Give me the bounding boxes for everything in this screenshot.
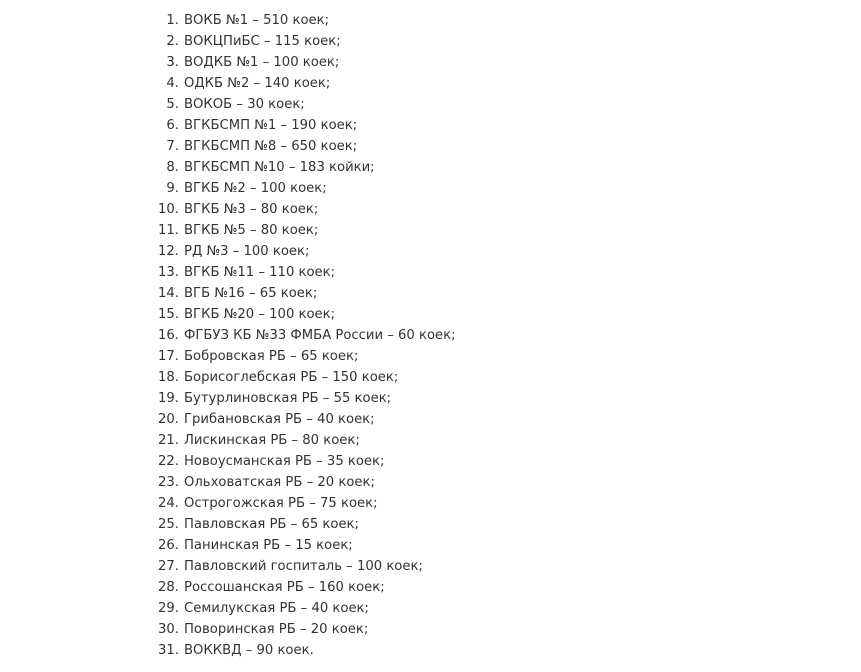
list-item xyxy=(0,367,861,388)
list-item-number: 11. xyxy=(158,223,179,238)
list-item xyxy=(0,535,861,556)
list-item-number: 23. xyxy=(158,475,179,490)
list-item-text: Бутурлиновская РБ – 55 коек; xyxy=(184,391,392,406)
list-item-text: Павловский госпиталь – 100 коек; xyxy=(184,559,423,574)
list-item-text: ВГКБ №11 – 110 коек; xyxy=(184,265,336,280)
list-item xyxy=(0,493,861,514)
list-item xyxy=(0,388,861,409)
list-item-number: 12. xyxy=(158,244,179,259)
list-item-text: ВОКОБ – 30 коек; xyxy=(184,97,305,112)
hospital-bed-list xyxy=(0,10,861,661)
list-item-number: 7. xyxy=(166,139,179,154)
list-item-number: 18. xyxy=(158,370,179,385)
list-item-text: ВГКБ №2 – 100 коек; xyxy=(184,181,327,196)
list-item-number: 4. xyxy=(166,76,179,91)
list-item-text: ВГКБ №20 – 100 коек; xyxy=(184,307,336,322)
list-item-number: 3. xyxy=(166,55,179,70)
list-item xyxy=(0,346,861,367)
list-item-text: Острогожская РБ – 75 коек; xyxy=(184,496,378,511)
list-item-text: ВОККВД – 90 коек. xyxy=(184,643,314,658)
list-item-number: 17. xyxy=(158,349,179,364)
list-item xyxy=(0,577,861,598)
list-item-number: 5. xyxy=(166,97,179,112)
list-item-number: 29. xyxy=(158,601,179,616)
list-item xyxy=(0,409,861,430)
list-item-text: Новоусманская РБ – 35 коек; xyxy=(184,454,385,469)
list-item-number: 27. xyxy=(158,559,179,574)
list-item xyxy=(0,472,861,493)
list-item xyxy=(0,115,861,136)
list-item-number: 6. xyxy=(166,118,179,133)
list-item xyxy=(0,451,861,472)
list-item-number: 9. xyxy=(166,181,179,196)
list-item-number: 24. xyxy=(158,496,179,511)
list-item xyxy=(0,514,861,535)
list-item xyxy=(0,640,861,661)
list-item-number: 1. xyxy=(166,13,179,28)
list-item-number: 30. xyxy=(158,622,179,637)
list-item-text: ВГБ №16 – 65 коек; xyxy=(184,286,318,301)
list-item-number: 10. xyxy=(158,202,179,217)
list-item xyxy=(0,325,861,346)
list-item-number: 25. xyxy=(158,517,179,532)
list-item-number: 14. xyxy=(158,286,179,301)
list-item-text: ВОКЦПиБС – 115 коек; xyxy=(184,34,341,49)
list-item xyxy=(0,199,861,220)
list-item-text: Панинская РБ – 15 коек; xyxy=(184,538,353,553)
list-item xyxy=(0,598,861,619)
list-item-number: 26. xyxy=(158,538,179,553)
list-item-text: Семилукская РБ – 40 коек; xyxy=(184,601,369,616)
list-item-text: ВГКБ №5 – 80 коек; xyxy=(184,223,319,238)
list-item-text: РД №3 – 100 коек; xyxy=(184,244,310,259)
list-item xyxy=(0,157,861,178)
list-item-text: Павловская РБ – 65 коек; xyxy=(184,517,359,532)
list-item xyxy=(0,241,861,262)
list-item xyxy=(0,304,861,325)
list-item-text: Бобровская РБ – 65 коек; xyxy=(184,349,359,364)
list-item-text: Ольховатская РБ – 20 коек; xyxy=(184,475,375,490)
list-item xyxy=(0,619,861,640)
list-item-text: ВОКБ №1 – 510 коек; xyxy=(184,13,330,28)
list-item-number: 22. xyxy=(158,454,179,469)
list-item xyxy=(0,10,861,31)
list-item-text: ОДКБ №2 – 140 коек; xyxy=(184,76,331,91)
list-item xyxy=(0,31,861,52)
list-item xyxy=(0,178,861,199)
list-item xyxy=(0,220,861,241)
list-item xyxy=(0,94,861,115)
list-item-number: 31. xyxy=(158,643,179,658)
list-item-number: 21. xyxy=(158,433,179,448)
list-item-number: 20. xyxy=(158,412,179,427)
list-item-text: Поворинская РБ – 20 коек; xyxy=(184,622,369,637)
list-item xyxy=(0,73,861,94)
list-item xyxy=(0,283,861,304)
list-item-number: 28. xyxy=(158,580,179,595)
list-item-number: 2. xyxy=(166,34,179,49)
list-item-number: 13. xyxy=(158,265,179,280)
list-item xyxy=(0,556,861,577)
list-item-text: ВГКБСМП №10 – 183 койки; xyxy=(184,160,375,175)
list-item-number: 8. xyxy=(166,160,179,175)
list-item-text: ВОДКБ №1 – 100 коек; xyxy=(184,55,340,70)
list-item-number: 19. xyxy=(158,391,179,406)
list-item xyxy=(0,430,861,451)
list-item-text: Лискинская РБ – 80 коек; xyxy=(184,433,360,448)
list-item-text: ФГБУЗ КБ №33 ФМБА России – 60 коек; xyxy=(184,328,456,343)
list-item-text: ВГКБ №3 – 80 коек; xyxy=(184,202,319,217)
list-item xyxy=(0,262,861,283)
list-item-text: ВГКБСМП №8 – 650 коек; xyxy=(184,139,358,154)
list-item-text: Грибановская РБ – 40 коек; xyxy=(184,412,375,427)
list-item-text: Россошанская РБ – 160 коек; xyxy=(184,580,385,595)
list-item xyxy=(0,136,861,157)
list-item-number: 16. xyxy=(158,328,179,343)
list-item xyxy=(0,52,861,73)
list-item-number: 15. xyxy=(158,307,179,322)
list-item-text: Борисоглебская РБ – 150 коек; xyxy=(184,370,399,385)
list-item-text: ВГКБСМП №1 – 190 коек; xyxy=(184,118,358,133)
